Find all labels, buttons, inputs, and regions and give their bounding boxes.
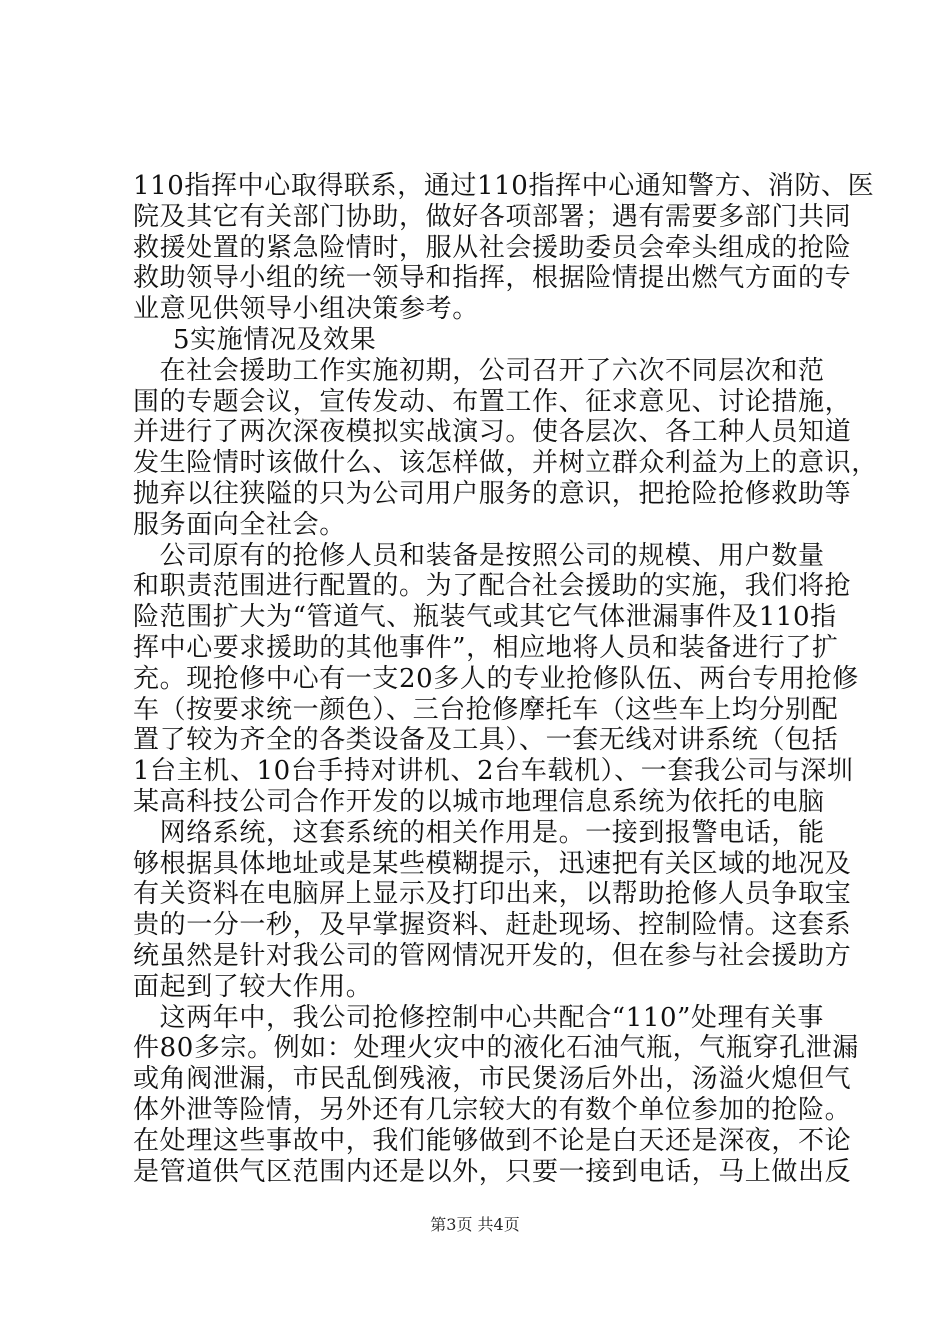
paragraph-start-line: 公司原有的抢修人员和装备是按照公司的规模、用户数量: [133, 541, 825, 571]
body-text-line: 和职责范围进行配置的。为了配合社会援助的实施，我们将抢: [133, 571, 852, 601]
body-text-line: 抛弃以往狭隘的只为公司用户服务的意识，把抢险抢修救助等: [133, 479, 852, 509]
body-text-line: 救援处置的紧急险情时，服从社会援助委员会牵头组成的抢险: [133, 233, 852, 263]
body-text-line: 某高科技公司合作开发的以城市地理信息系统为依托的电脑: [133, 787, 825, 817]
body-text-line: 并进行了两次深夜模拟实战演习。使各层次、各工种人员知道: [133, 417, 852, 447]
body-text-line: 1台主机、10台手持对讲机、2台车载机）、一套我公司与深圳: [133, 756, 854, 786]
paragraph-start-line: 网络系统，这套系统的相关作用是。一接到报警电话，能: [133, 818, 825, 848]
body-text-line: 贵的一分一秒，及早掌握资料、赶赴现场、控制险情。这套系: [133, 910, 852, 940]
page-footer: 第3页 共4页: [430, 1215, 520, 1234]
body-text-line: 车（按要求统一颜色）、三台抢修摩托车（这些车上均分别配: [133, 695, 839, 725]
body-text-line: 救助领导小组的统一领导和指挥，根据险情提出燃气方面的专: [133, 263, 852, 293]
body-text-line: 够根据具体地址或是某些模糊提示，迅速把有关区域的地况及: [133, 849, 852, 879]
body-text-line: 置了较为齐全的各类设备及工具）、一套无线对讲系统（包括: [133, 725, 839, 755]
body-text-line: 服务面向全社会。: [133, 510, 346, 540]
body-text-line: 是管道供气区范围内还是以外，只要一接到电话，马上做出反: [133, 1157, 852, 1187]
body-text-line: 110指挥中心取得联系，通过110指挥中心通知警方、消防、医: [133, 171, 875, 201]
body-text-line: 面起到了较大作用。: [133, 972, 373, 1002]
paragraph-start-line: 在社会援助工作实施初期，公司召开了六次不同层次和范: [133, 356, 825, 386]
body-text-line: 挥中心要求援助的其他事件”，相应地将人员和装备进行了扩: [133, 633, 839, 663]
body-text-line: 有关资料在电脑屏上显示及打印出来，以帮助抢修人员争取宝: [133, 879, 852, 909]
paragraph-start-line: 这两年中，我公司抢修控制中心共配合“110”处理有关事: [133, 1003, 825, 1033]
body-text-line: 院及其它有关部门协助，做好各项部署；遇有需要多部门共同: [133, 202, 852, 232]
body-text-line: 统虽然是针对我公司的管网情况开发的，但在参与社会援助方: [133, 941, 852, 971]
body-text-line: 件80多宗。例如：处理火灾中的液化石油气瓶，气瓶穿孔泄漏: [133, 1033, 859, 1063]
body-text-line: 或角阀泄漏，市民乱倒残液，市民煲汤后外出，汤溢火熄但气: [133, 1064, 852, 1094]
section-heading: 5实施情况及效果: [173, 325, 377, 355]
body-text-line: 体外泄等险情，另外还有几宗较大的有数个单位参加的抢险。: [133, 1095, 852, 1125]
body-text-line: 在处理这些事故中，我们能够做到不论是白天还是深夜，不论: [133, 1126, 852, 1156]
body-text-line: 充。现抢修中心有一支20多人的专业抢修队伍、两台专用抢修: [133, 664, 859, 694]
body-text-line: 发生险情时该做什么、该怎样做，并树立群众利益为上的意识，: [133, 448, 878, 478]
body-text-line: 业意见供领导小组决策参考。: [133, 294, 479, 324]
body-text-line: 围的专题会议，宣传发动、布置工作、征求意见、讨论措施，: [133, 387, 852, 417]
body-text-line: 险范围扩大为“管道气、瓶装气或其它气体泄漏事件及110指: [133, 602, 837, 632]
